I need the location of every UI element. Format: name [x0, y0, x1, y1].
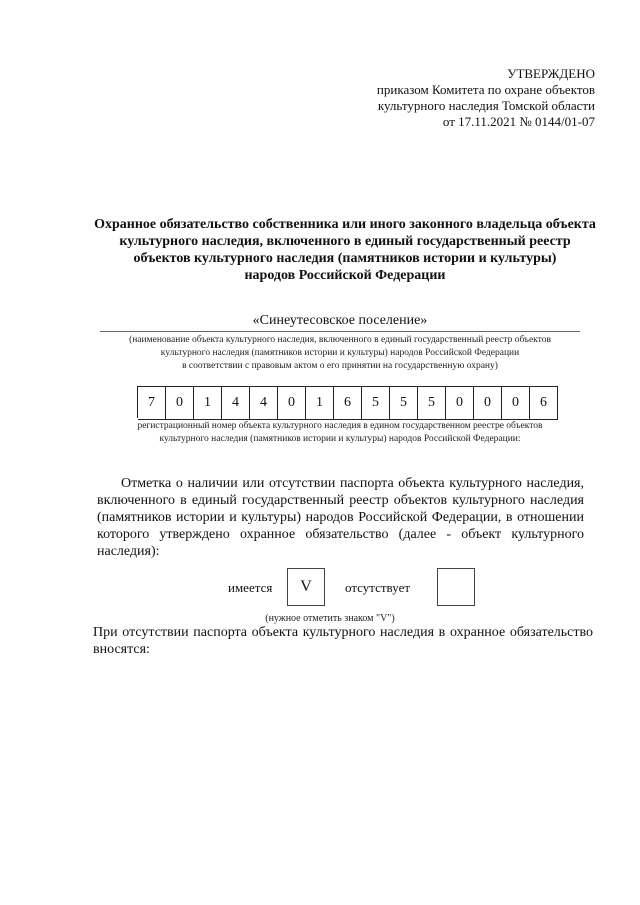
reg-digit-cell: 4	[250, 386, 278, 420]
title-line: народов Российской Федерации	[244, 268, 446, 283]
no-passport-label: отсутствует	[345, 580, 411, 595]
approval-date-number: от 17.11.2021 № 0144/01-07	[442, 114, 595, 129]
reg-digit-cell: 7	[138, 386, 166, 420]
has-passport-checkbox[interactable]: V	[287, 568, 325, 606]
reg-digit-cell: 5	[362, 386, 390, 420]
reg-digit-cell: 1	[306, 386, 334, 420]
reg-digit-cell: 1	[194, 386, 222, 420]
document-title	[80, 216, 610, 284]
reg-digit-cell: 5	[418, 386, 446, 420]
reg-digit-cell: 6	[530, 386, 558, 420]
object-name-note	[100, 334, 580, 373]
registration-number-grid	[137, 386, 558, 418]
approval-line: культурного наследия Томской области	[377, 98, 595, 113]
registration-note	[100, 420, 580, 446]
no-passport-checkbox[interactable]	[437, 568, 475, 606]
mark-hint: (нужное отметить знаком "V")	[265, 613, 395, 624]
passport-paragraph: Отметка о наличии или отсутствии паспорта объекта культурного наследия, включенного в единый государственный реестр объектов культурного наследия (памятников истории и культуры) народов Российской Федерации, в отношении которого утверждено охранное обязательство (далее - объект культурного наследия):	[97, 476, 584, 559]
reg-digit-cell: 4	[222, 386, 250, 420]
title-line: культурного наследия, включенного в единый государственный реестр	[119, 234, 571, 249]
note-line: (наименование объекта культурного наследия, включенного в единый государственный реестр объектов	[129, 335, 551, 345]
note-line: регистрационный номер объекта культурного наследия в едином государственном реестре объектов	[137, 421, 543, 431]
reg-digit-cell: 6	[334, 386, 362, 420]
approval-heading: УТВЕРЖДЕНО	[507, 66, 595, 81]
title-line: Охранное обязательство собственника или иного законного владельца объекта	[94, 217, 596, 232]
has-passport-label: имеется	[228, 580, 273, 595]
note-line: в соответствии с правовым актом о его принятии на государственную охрану)	[182, 361, 498, 371]
object-name-underline	[100, 331, 580, 332]
object-name: «Синеутесовское поселение»	[252, 313, 428, 328]
approval-line: приказом Комитета по охране объектов	[376, 82, 595, 97]
title-line: объектов культурного наследия (памятников истории и культуры)	[133, 251, 557, 266]
reg-digit-cell: 0	[166, 386, 194, 420]
note-line: культурного наследия (памятников истории и культуры) народов Российской Федерации	[160, 348, 520, 358]
approval-block	[335, 66, 595, 130]
reg-digit-cell: 0	[502, 386, 530, 420]
reg-digit-cell: 0	[446, 386, 474, 420]
absent-passport-paragraph: При отсутствии паспорта объекта культурного наследия в охранное обязательство вносятся:	[93, 625, 593, 657]
note-line: культурного наследия (памятников истории и культуры) народов Российской Федерации:	[159, 434, 521, 444]
reg-digit-cell: 0	[474, 386, 502, 420]
passport-mark-row	[0, 568, 640, 608]
reg-digit-cell: 0	[278, 386, 306, 420]
reg-digit-cell: 5	[390, 386, 418, 420]
